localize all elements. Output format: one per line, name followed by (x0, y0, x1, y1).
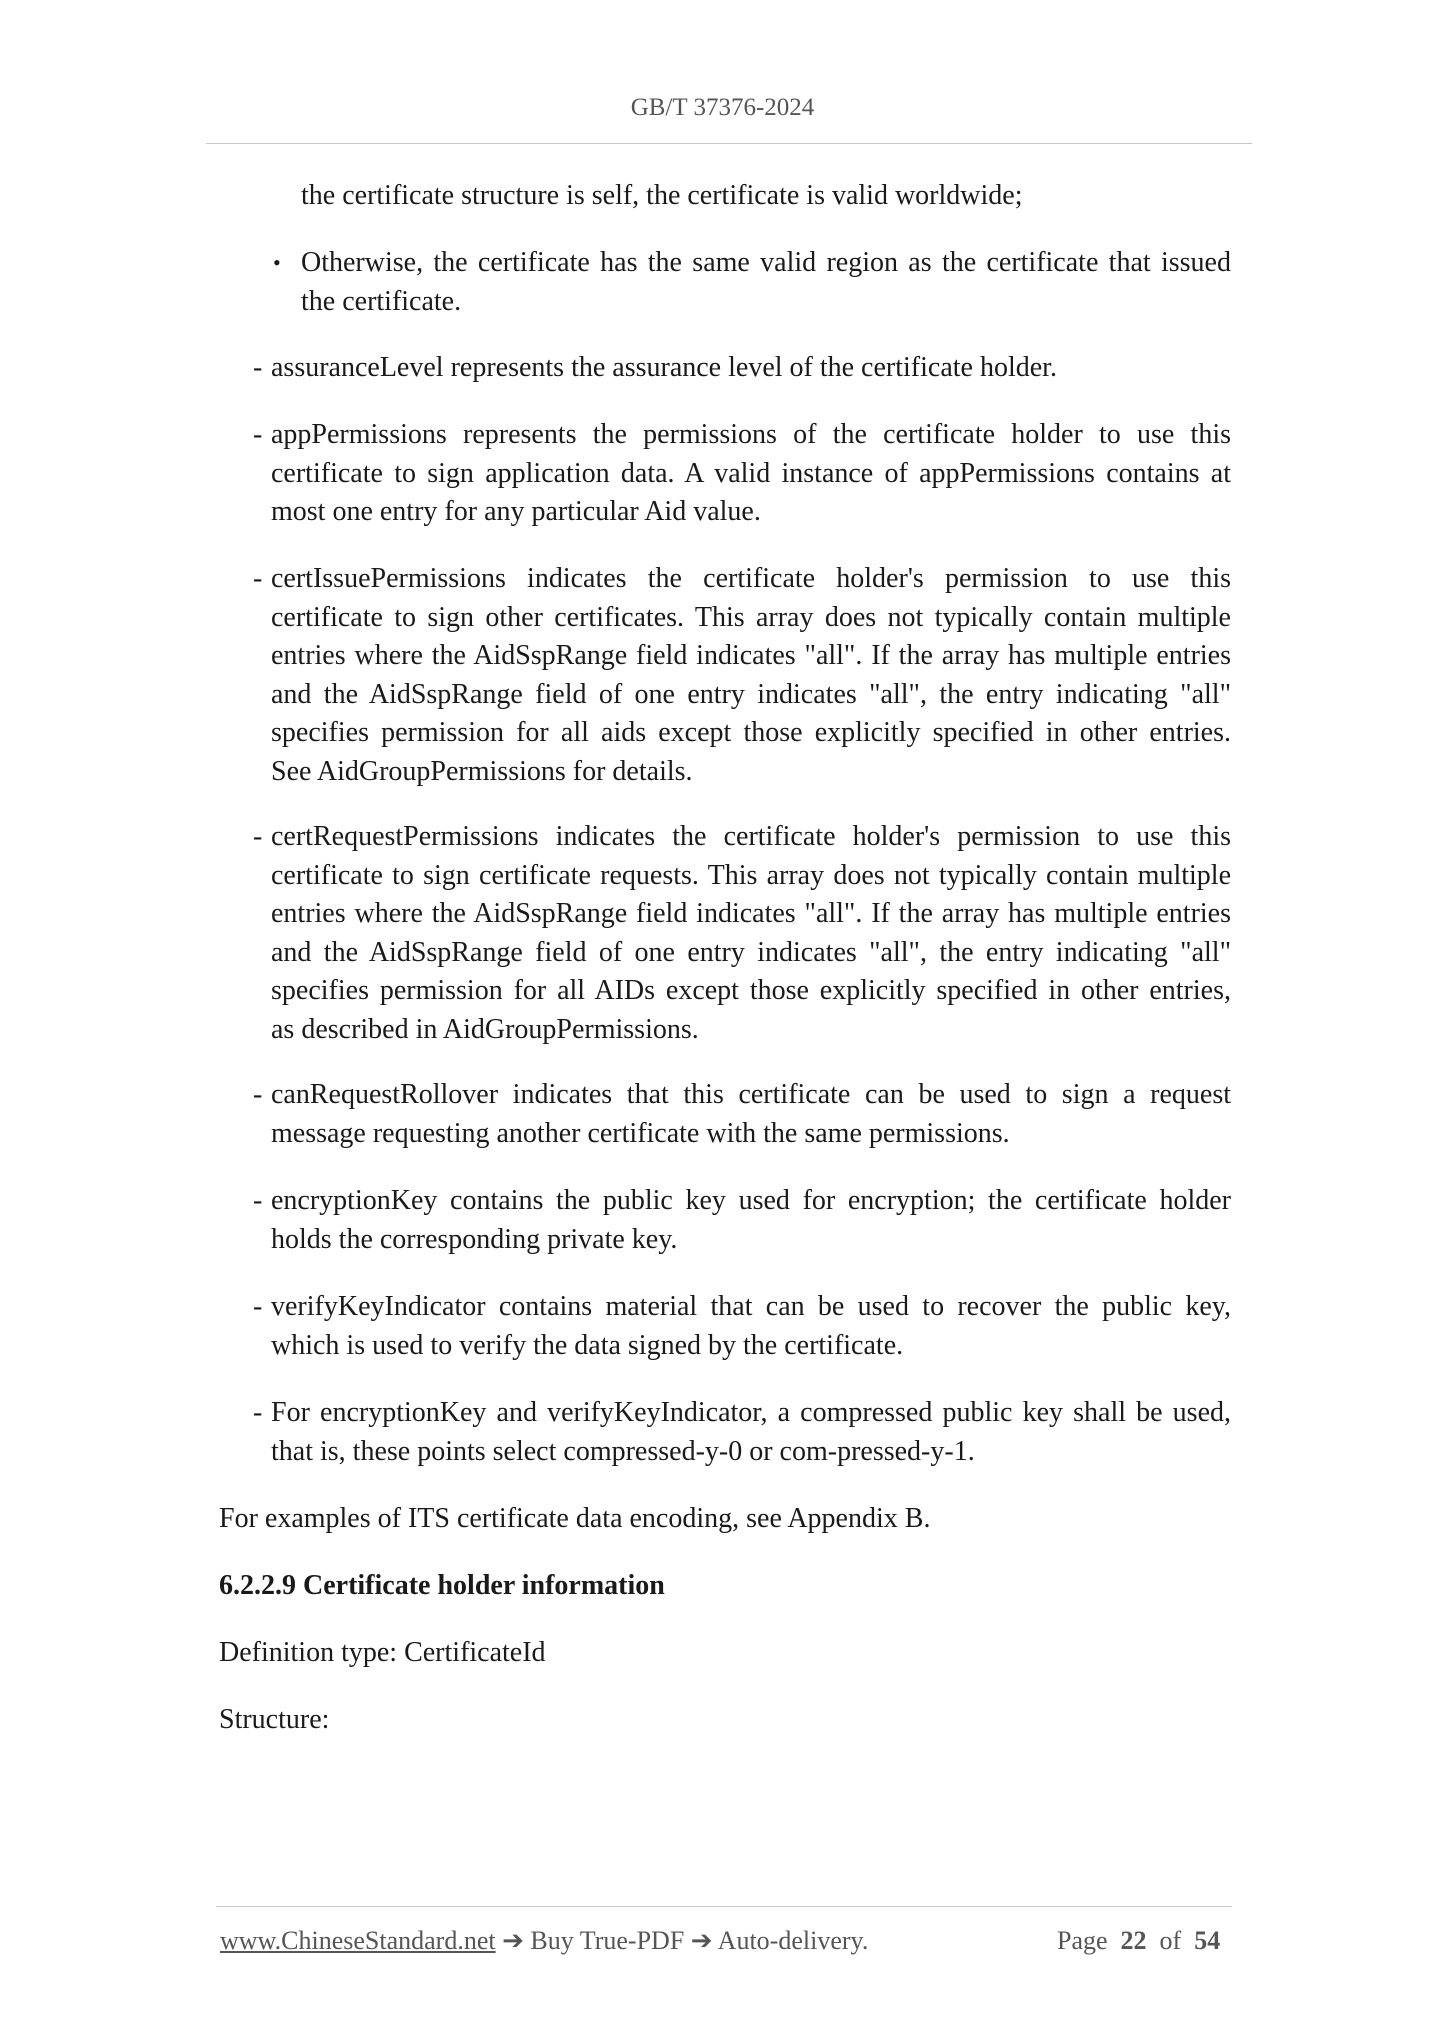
text-line: specifies permission for all aids except those explicitly specified in other entries. (271, 717, 1231, 748)
examples-note: For examples of ITS certificate data encoding, see Appendix B. (219, 1503, 931, 1534)
text-line: certificate to sign other certificates. This array does not typically contain multiple (271, 601, 1231, 633)
text-line: which is used to verify the data signed by the certificate. (271, 1329, 904, 1361)
text-line: certIssuePermissions indicates the certificate holder's permission to use this (271, 563, 1231, 594)
page-word: Page (1057, 1926, 1108, 1955)
buy-text: Buy True-PDF (530, 1926, 685, 1955)
footer-promo (220, 1926, 868, 1956)
dash-marker: - (253, 1397, 263, 1428)
text-line: entries where the AidSspRange field indicates "all". If the array has multiple entries (271, 898, 1231, 929)
text-line: See AidGroupPermissions for details. (271, 755, 693, 787)
dash-marker: - (253, 352, 263, 383)
footer-divider (216, 1906, 1232, 1907)
list-item-assurance-level (271, 349, 1231, 388)
text-line: certificate to sign certificate requests. This array does not typically contain multiple (271, 859, 1231, 891)
text-line: message requesting another certificate with the same permissions. (271, 1117, 1010, 1149)
text-line: assuranceLevel represents the assurance level of the certificate holder. (271, 352, 1057, 383)
site-link[interactable]: www.ChineseStandard.net (220, 1926, 496, 1955)
list-item-can-request-rollover (271, 1076, 1231, 1153)
bullet-icon: • (273, 250, 281, 275)
text-line: certificate to sign application data. A valid instance of appPermissions contains at (271, 457, 1231, 489)
dash-marker: - (253, 1079, 263, 1110)
delivery-text: Auto-delivery. (717, 1926, 869, 1955)
text-line: and the AidSspRange field of one entry indicates "all", the entry indicating "all" (271, 936, 1231, 968)
text-line: most one entry for any particular Aid value. (271, 496, 761, 527)
dash-marker: - (253, 419, 263, 450)
text-line: appPermissions represents the permissions of the certificate holder to use this (271, 419, 1231, 450)
page-number: 22 (1120, 1926, 1147, 1955)
list-item-app-permissions (271, 416, 1231, 532)
section-heading: 6.2.2.9 Certificate holder information (219, 1570, 665, 1601)
arrow-icon: ➔ (502, 1926, 524, 1955)
header-divider (206, 143, 1252, 144)
list-item-cert-issue-permissions (271, 560, 1231, 791)
text-line: Otherwise, the certificate has the same valid region as the certificate that issued (301, 247, 1231, 278)
of-word: of (1159, 1926, 1182, 1955)
structure-label: Structure: (219, 1704, 330, 1735)
definition-type: Definition type: CertificateId (219, 1637, 546, 1668)
text-line: entries where the AidSspRange field indicates "all". If the array has multiple entries (271, 640, 1231, 671)
text-line: verifyKeyIndicator contains material that can be used to recover the public key, (271, 1291, 1231, 1322)
dash-marker: - (253, 563, 263, 594)
list-item-compressed-key (271, 1394, 1231, 1471)
document-code: GB/T 37376-2024 (630, 94, 815, 121)
page-counter (1057, 1926, 1220, 1956)
text-line: certRequestPermissions indicates the certificate holder's permission to use this (271, 821, 1231, 852)
total-pages: 54 (1194, 1926, 1221, 1955)
dash-marker: - (253, 821, 263, 852)
list-item-cert-request-permissions (271, 818, 1231, 1049)
list-item-encryption-key (271, 1182, 1231, 1259)
text-line: encryptionKey contains the public key used for encryption; the certificate holder (271, 1185, 1231, 1216)
bullet-item (301, 244, 1231, 321)
text-line: as described in AidGroupPermissions. (271, 1013, 699, 1045)
arrow-icon: ➔ (690, 1926, 713, 1955)
bullet-continuation (301, 177, 1241, 216)
text-line: specifies permission for all AIDs except those explicitly specified in other entries, (271, 975, 1231, 1006)
text-line: holds the corresponding private key. (271, 1223, 678, 1255)
dash-marker: - (253, 1291, 263, 1322)
list-item-verify-key-indicator (271, 1288, 1231, 1365)
text-line: For encryptionKey and verifyKeyIndicator, a compressed public key shall be used, (271, 1397, 1231, 1428)
text-line: the certificate. (301, 285, 462, 317)
text-line: the certificate structure is self, the certificate is valid worldwide; (301, 180, 1023, 211)
text-line: and the AidSspRange field of one entry indicates "all", the entry indicating "all" (271, 678, 1231, 710)
dash-marker: - (253, 1185, 263, 1216)
text-line: that is, these points select compressed-y-0 or com-pressed-y-1. (271, 1435, 975, 1467)
text-line: canRequestRollover indicates that this certificate can be used to sign a request (271, 1079, 1231, 1110)
